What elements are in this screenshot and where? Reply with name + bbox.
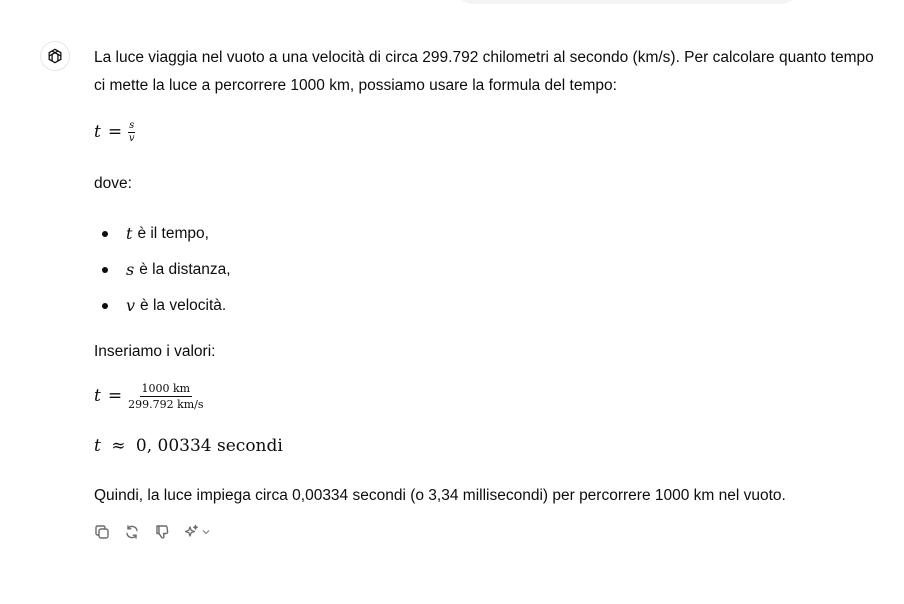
formula-time [94,118,135,146]
thumbs-down-icon [154,524,170,540]
dove-label: dove: [94,175,132,192]
bullet-dot [102,231,108,237]
formula-rel: = [107,122,123,142]
sparkle-icon-wrap [182,522,200,542]
variable-symbol: t [126,224,133,243]
bullet-dot [102,303,108,309]
list-item [94,288,231,324]
variable-list [94,216,231,324]
regenerate-button[interactable] [122,522,142,542]
variable-description: è la distanza, [139,261,231,278]
formula-rhs: 0, 00334 secondi [135,436,283,456]
chevron-down-icon [201,527,211,537]
formula-result [94,432,283,460]
bullet-dot [102,267,108,273]
variable-symbol: v [126,296,136,315]
formula-lhs: t [94,436,101,456]
user-message-bubble [452,0,802,4]
assistant-avatar [40,41,70,71]
list-item [94,216,231,252]
message-actions [92,522,211,542]
formula-lhs: t [94,122,101,142]
regenerate-icon [124,524,140,540]
formula-fraction [128,383,203,410]
fraction-denominator: v [128,132,135,144]
variable-symbol: s [126,260,135,279]
formula-lhs: t [94,386,101,406]
intro-paragraph: La luce viaggia nel vuoto a una velocità di circa 299.792 chilometri al secondo (km/s). Per calcolare quanto tempo ci mette la luce a percorrere 1000 km, possiamo usare la formula del tempo: [94,49,874,94]
formula-rel: = [107,386,123,406]
model-switcher-button[interactable] [182,522,211,542]
formula-substitution [94,382,204,410]
variable-description: è il tempo, [137,225,209,242]
thumbs-down-button[interactable] [152,522,172,542]
inseriamo-paragraph: Inseriamo i valori: [94,343,216,360]
copy-button[interactable] [92,522,112,542]
formula-fraction [128,121,135,144]
list-item [94,252,231,288]
chatgpt-logo-icon [45,46,65,66]
variable-description: è la velocità. [140,297,227,314]
copy-icon [94,524,110,540]
fraction-numerator: s [129,119,135,131]
sparkle-icon [183,524,199,540]
fraction-numerator: 1000 km [141,381,191,395]
fraction-denominator: 299.792 km/s [128,397,204,411]
formula-rel: ≈ [111,436,126,456]
conclusion-paragraph: Quindi, la luce impiega circa 0,00334 secondi (o 3,34 millisecondi) per percorrere 1000 km nel vuoto. [94,487,786,504]
